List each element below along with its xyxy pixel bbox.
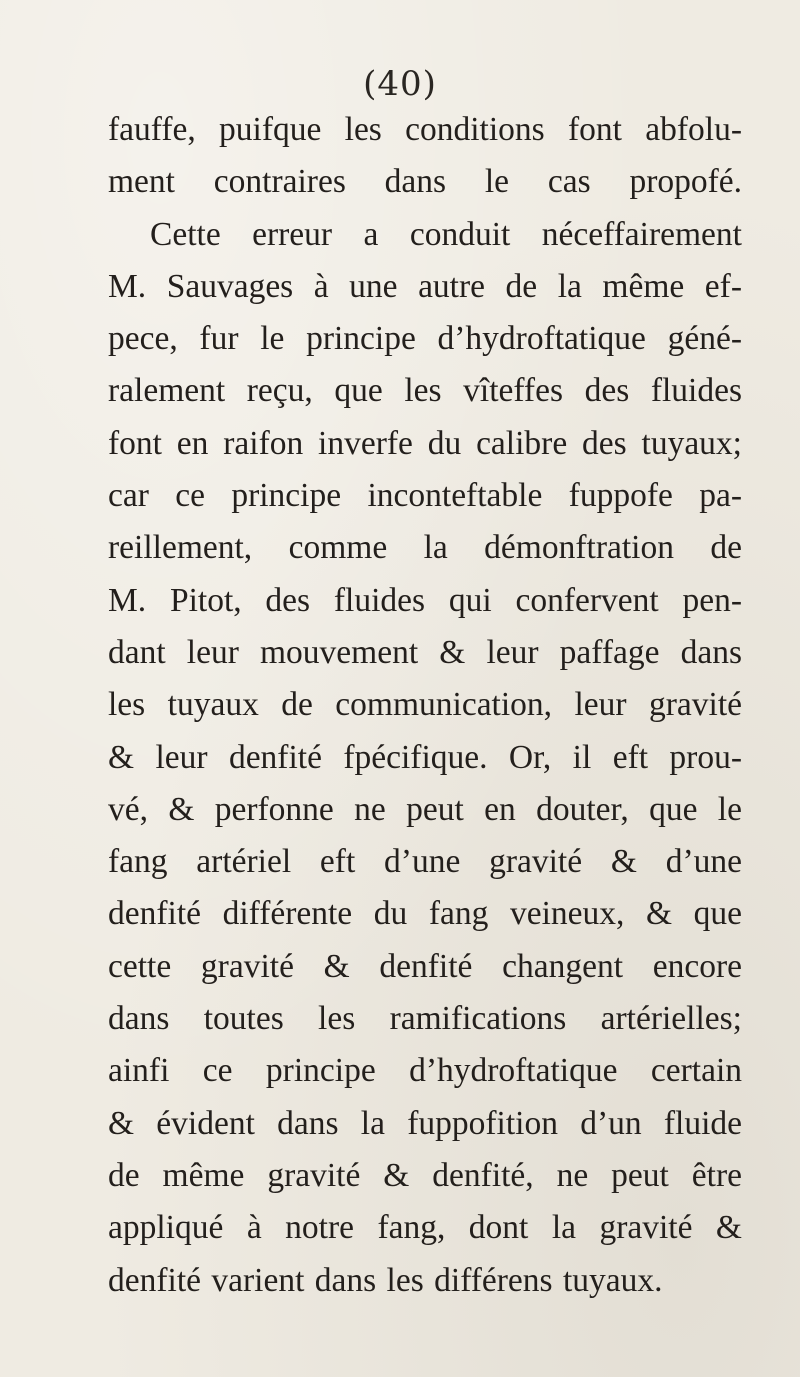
- text-line: appliqué à notre fang, dont la gravité &: [108, 1209, 742, 1247]
- text-line: M. Pitot, des fluides qui confervent pen-: [108, 581, 742, 619]
- text-line: dant leur mouvement & leur paffage dans: [108, 633, 742, 671]
- text-line: Cette erreur a conduit néceffairement: [150, 215, 742, 253]
- text-line: & leur denfité fpécifique. Or, il eft prou-: [108, 738, 742, 776]
- text-line: denfité différente du fang veineux, & que: [108, 895, 742, 933]
- text-line: M. Sauvages à une autre de la même ef-: [108, 267, 742, 305]
- text-line: font en raifon inverfe du calibre des tuyaux;: [108, 424, 742, 462]
- text-line: dans toutes les ramifications artérielles;: [108, 1000, 742, 1038]
- text-line: pece, fur le principe d’hydroftatique géné-: [108, 320, 742, 358]
- text-line: ralement reçu, que les vîteffes des fluides: [108, 372, 742, 410]
- text-line: reillement, comme la démonftration de: [108, 529, 742, 567]
- text-line: & évident dans la fuppofition d’un fluide: [108, 1104, 742, 1142]
- text-line: car ce principe inconteftable fuppofe pa-: [108, 477, 742, 515]
- text-line: ment contraires dans le cas propofé.: [108, 163, 742, 201]
- text-line: fauffe, puifque les conditions font abfolu-: [108, 111, 742, 148]
- text-line: fang artériel eft d’une gravité & d’une: [108, 843, 742, 881]
- page-number: (40): [363, 64, 437, 104]
- body-text: [108, 104, 742, 1307]
- text-line: denfité varient dans les différens tuyaux.: [108, 1261, 663, 1299]
- text-line: de même gravité & denfité, ne peut être: [108, 1156, 742, 1194]
- text-line: cette gravité & denfité changent encore: [108, 947, 742, 985]
- text-line: les tuyaux de communication, leur gravité: [108, 686, 742, 724]
- text-line: ainfi ce principe d’hydroftatique certain: [108, 1052, 742, 1090]
- text-line: vé, & perfonne ne peut en douter, que le: [108, 790, 742, 828]
